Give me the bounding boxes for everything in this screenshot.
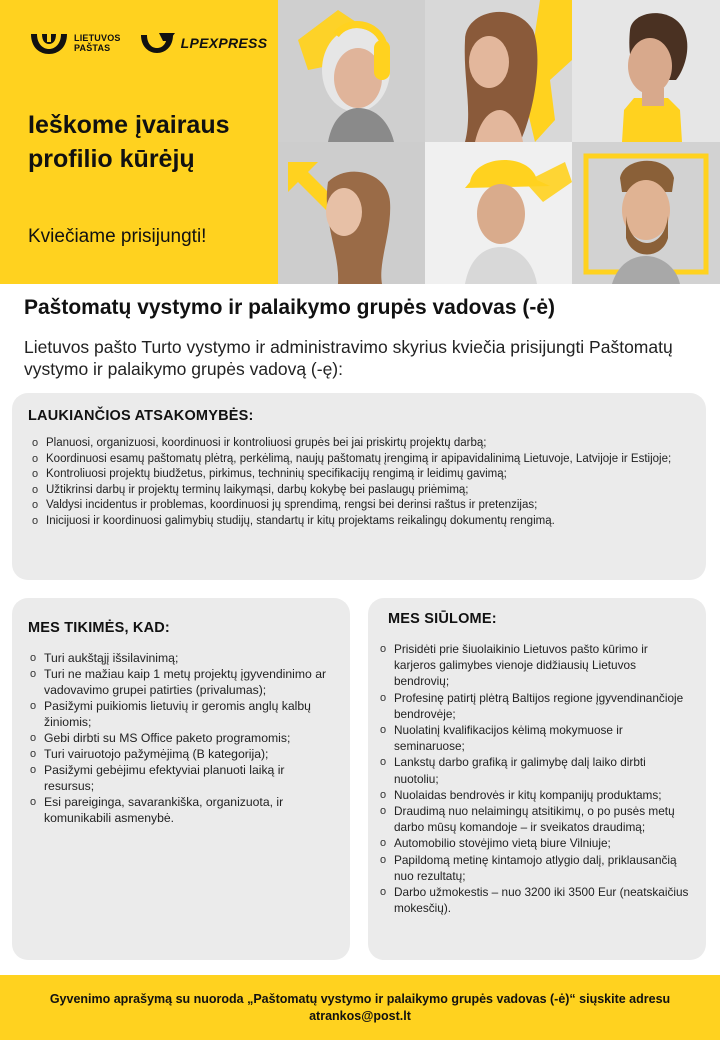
list-item: o Nuolatinį kvalifikacijos kėlimą mokymuose ir seminaruose;	[378, 722, 690, 754]
list-item: o Papildomą metinę kintamojo atlygio dalį, priklausančią nuo rezultatų;	[378, 852, 690, 884]
responsibilities-card	[12, 393, 706, 580]
lietuvos-pastas-logo	[28, 30, 121, 56]
photo-bearded-man	[572, 142, 720, 284]
logo-text-line1: LIETUVOS	[74, 33, 121, 43]
offer-list	[378, 641, 690, 916]
expectations-heading: MES TIKIMĖS, KAD:	[28, 620, 170, 636]
responsibilities-heading: LAUKIANČIOS ATSAKOMYBĖS:	[28, 408, 254, 424]
logo-row	[28, 30, 267, 56]
logo-lpexpress-text: LPEXPRESS	[180, 35, 268, 51]
application-footer	[0, 975, 720, 1040]
list-item: o Planuosi, organizuosi, koordinuosi ir kontroliuosi grupės bei jai priskirtų projektų darbą;	[30, 436, 690, 452]
list-item: o Kontroliuosi projektų biudžetus, pirkimus, techninių specifikacijų rengimą ir leidimų gavimą;	[30, 467, 690, 483]
list-item: o Lankstų darbo grafiką ir galimybę dalį laiko dirbti nuotoliu;	[378, 754, 690, 786]
photo-young-woman	[425, 0, 572, 142]
list-item: o Automobilio stovėjimo vietą biure Vilniuje;	[378, 835, 690, 851]
list-item: o Inicijuosi ir koordinuosi galimybių studijų, standartų ir kitų projektams reikalingų dokumentų rengimą.	[30, 514, 690, 530]
offer-card	[368, 598, 706, 960]
list-item: o Darbo užmokestis – nuo 3200 iki 3500 Eur (neatskaičius mokesčių).	[378, 884, 690, 916]
list-item: o Draudimą nuo nelaimingų atsitikimų, o po pusės metų darbo mūsų komandoje – ir sveikatos draudimą;	[378, 803, 690, 835]
expectations-card	[12, 598, 350, 960]
lpexpress-mark-icon	[139, 31, 177, 55]
photo-man-collar	[572, 0, 720, 142]
post-horn-icon	[28, 30, 70, 56]
list-item: o Profesinę patirtį plėtrą Baltijos regione įgyvendinančioje bendrovėje;	[378, 690, 690, 722]
hero-subline: Kviečiame prisijungti!	[28, 226, 207, 247]
list-item: o Turi aukštąjį išsilavinimą;	[28, 650, 334, 666]
list-item: o Valdysi incidentus ir problemas, koordinuosi jų sprendimą, rengsi bei derinsi raštus ir pretenzijas;	[30, 498, 690, 514]
photo-woman-headphones	[278, 0, 425, 142]
list-item: o Užtikrinsi darbų ir projektų terminų laikymąsi, darbų kokybę bei paslaugų priėmimą;	[30, 483, 690, 499]
footer-instructions: Gyvenimo aprašymą su nuoroda „Paštomatų vystymo ir palaikymo grupės vadovas (-ė)“ siųskite adresu	[49, 991, 671, 1006]
list-item: o Turi vairuotojo pažymėjimą (B kategorija);	[28, 746, 334, 762]
list-item: o Pasižymi gebėjimu efektyviai planuoti laiką ir resursus;	[28, 762, 334, 794]
job-title: Paštomatų vystymo ir palaikymo grupės vadovas (-ė)	[24, 296, 556, 319]
logo-text-line2: PAŠTAS	[74, 43, 111, 53]
list-item: o Turi ne mažiau kaip 1 metų projektų įgyvendinimo ar vadovavimo grupei patirties (privalumas);	[28, 666, 334, 698]
list-item: o Pasižymi puikiomis lietuvių ir geromis anglų kalbų žiniomis;	[28, 698, 334, 730]
list-item: o Esi pareiginga, savarankiška, organizuota, ir komunikabili asmenybė.	[28, 794, 334, 826]
lpexpress-logo	[139, 31, 268, 55]
list-item: o Gebi dirbti su MS Office paketo programomis;	[28, 730, 334, 746]
photo-grid	[278, 0, 720, 284]
offer-heading: MES SIŪLOME:	[388, 611, 497, 627]
list-item: o Nuolaidas bendrovės ir kitų kompanijų produktams;	[378, 787, 690, 803]
expectations-list	[28, 650, 334, 826]
photo-woman-arrow	[278, 142, 425, 284]
job-intro: Lietuvos pašto Turto vystymo ir administravimo skyrius kviečia prisijungti Paštomatų vystymo ir palaikymo grupės vadovą (-ę):	[24, 337, 673, 379]
hero-headline: Ieškome įvairaus profilio kūrėjų	[28, 111, 230, 173]
footer-email-link[interactable]: atrankos@post.lt	[309, 1008, 411, 1023]
hero-banner	[0, 0, 720, 284]
list-item: o Prisidėti prie šiuolaikinio Lietuvos pašto kūrimo ir karjeros galimybes vienoje didžiausių Lietuvos bendrovių;	[378, 641, 690, 690]
responsibilities-list	[28, 436, 690, 530]
list-item: o Koordinuosi esamų paštomatų plėtrą, perkėlimą, naujų paštomatų įrengimą ir apipavidalinimą Lietuvoje, Latvijoje ir Estijoje;	[30, 452, 690, 468]
photo-man-cap	[425, 142, 572, 284]
hero-yellow-panel	[0, 0, 278, 284]
